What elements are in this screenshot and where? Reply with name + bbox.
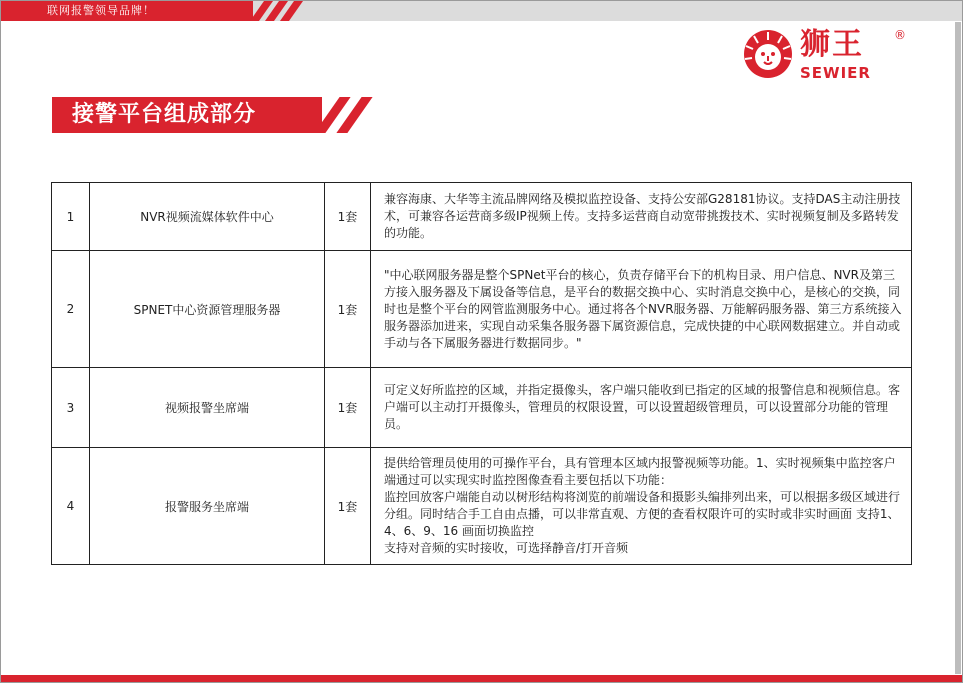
brand-logo (740, 28, 910, 84)
page-edge-shadow (955, 22, 961, 674)
quantity: 1套 (325, 368, 371, 448)
row-number: 3 (52, 368, 90, 448)
description-paragraph: 可定义好所监控的区域，并指定摄像头，客户端只能收到已指定的区域的报警信息和视频信息。客户端可以主动打开摄像头，管理员的权限设置，可以设置超级管理员，可以设置部分功能的管理员。 (384, 383, 901, 431)
description-paragraph: 兼容海康、大华等主流品牌网络及模拟监控设备、支持公安部G28181协议。支持DAS主动注册技术，可兼容各运营商多级IP视频上传。支持多运营商自动宽带挑拨技术、实时视频复制及多路转发的功能。 (384, 192, 901, 240)
description-paragraph: 监控回放客户端能自动以树形结构将浏览的前端设备和摄影头编排列出来，可以根据多级区域进行分组。同时结合手工自由点播，可以非常直观、方便的查看权限许可的实时或非实时画面 支持1、4、6、9、16 画面切换监控 (384, 490, 901, 538)
section-title-banner (52, 97, 322, 133)
description (371, 448, 912, 565)
description-paragraph: "中心联网服务器是整个SPNet平台的核心，负责存储平台下的机构目录、用户信息、NVR及第三方接入服务器及下属设备等信息，是平台的数据交换中心、实时消息交换中心，是核心的交换，同时也是整个平台的网管监测服务中心。通过将各个NVR服务器、万能解码服务器、第三方系统接入服务器添加进来，实现自动采集各服务器下属资源信息，完成快捷的中心联网数据建立。并自动或手动与各下属服务器进行数据同步。" (384, 267, 902, 350)
quantity: 1套 (325, 448, 371, 565)
brand-name-cn: 狮王 (800, 27, 864, 62)
table-row (52, 251, 912, 368)
lion-head-icon (740, 28, 798, 80)
slogan-band (1, 1, 253, 21)
table-row (52, 448, 912, 565)
component-name: 视频报警坐席端 (90, 368, 325, 448)
description (371, 183, 912, 251)
component-name: NVR视频流媒体软件中心 (90, 183, 325, 251)
row-number: 1 (52, 183, 90, 251)
table-row (52, 368, 912, 448)
row-number: 2 (52, 251, 90, 368)
quantity: 1套 (325, 251, 371, 368)
description-paragraph: 支持对音频的实时接收，可选择静音/打开音频 (384, 541, 629, 555)
component-table (51, 182, 912, 565)
top-banner (1, 1, 962, 21)
row-number: 4 (52, 448, 90, 565)
registered-mark: ® (894, 28, 906, 42)
description-paragraph: 提供给管理员使用的可操作平台，具有管理本区域内报警视频等功能。1、实时视频集中监控客户端通过可以实现实时监控图像查看主要包括以下功能： (384, 456, 896, 487)
slogan-text: 联网报警领导品牌！ (47, 4, 155, 17)
bottom-bar (1, 675, 962, 682)
description (371, 251, 912, 368)
table-row (52, 183, 912, 251)
description (371, 368, 912, 448)
brand-name-en: SEWIER (800, 64, 871, 82)
component-name: 报警服务坐席端 (90, 448, 325, 565)
component-name: SPNET中心资源管理服务器 (90, 251, 325, 368)
section-title: 接警平台组成部分 (72, 102, 257, 127)
quantity: 1套 (325, 183, 371, 251)
